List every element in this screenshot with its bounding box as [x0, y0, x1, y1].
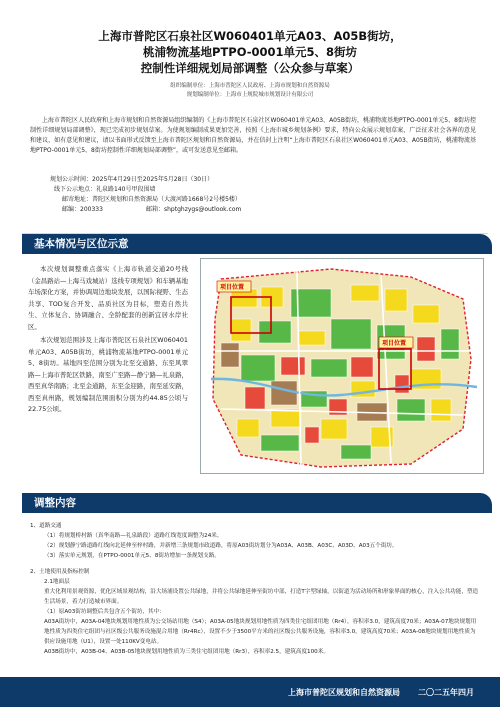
offline-location: 线下公示地点：礼泉路140号甲段围墙	[54, 186, 156, 193]
title-line-1: 上海市普陀区石泉社区W060401单元A03、A05B街坊，	[98, 29, 402, 43]
item-road-3: （3）落实单元规划，在PTPO-0001单元5、8街坊增加一条规划支路。	[44, 553, 220, 559]
organizer-line: 组织编制单位：上海市普陀区人民政府、上海市规划和自然资源局	[170, 83, 330, 89]
publicity-time: 规划公示时间：2025年4月29日至2025年5月28日（30日）	[50, 176, 214, 183]
item-ground-desc: 重大化利用景观资源，优化区域景观结构，沿大场浦设置公共绿地，并将公共绿地延伸至街坊中部，打造T字型绿轴，以街道为活动场所和形象界面的核心，注入公共功能，塑造生活场景，着力打造城市界面。	[44, 589, 479, 605]
basic-para-1: 本次规划调整重点落实《上海市轨道交通20号线（金昌路站—上海马戏城站）选线专项规划》和车辆基地车场深化方案，并协调周边地块发展，以国际视野、生态共享、TOD复合开发、品质社区为目标，塑造自然共生、立体复合、协调融合、全龄配套的创新宜居水岸社区。	[28, 265, 188, 331]
footer-date: 二〇二五年四月	[418, 688, 474, 697]
item-block-heading: （1）原A03街坊调整后共包含五个街坊，其中：	[44, 609, 165, 615]
section-heading-adjustment: 调整内容	[22, 493, 492, 513]
title-line-3: 控制性详细规划局部调整（公众参与草案）	[140, 61, 360, 75]
adjustment-content	[30, 521, 480, 657]
item-ground-level: 2.1地面层	[44, 579, 70, 585]
section-heading-basic: 基本情况与区位示意	[22, 234, 492, 254]
title-line-2: 桃浦物流基地PTPO-0001单元5、8街坊	[143, 45, 357, 59]
item-road-1: （1）将规划桥村路（真华南路—礼泉路段）道路红线宽度调整为24米。	[44, 533, 223, 539]
basic-info-text	[28, 264, 188, 418]
item-road-2: （2）规划静宁路道路红线向北延伸至梓村路，并新增三条规划市政道路，将原A03街坊划分为A03A、A03B、A03C、A03D、A03五个街坊。	[44, 543, 398, 549]
basic-para-2: 本次规划范围涉及上海市普陀区石泉社区W060401单元A03、A05B街坊，桃浦物流基地PTPO-0001单元5、8街坊。基地四至范围分别为北至交通路、东至风翠路—上海市普陀区铁路，南至广至路—静宁路—礼泉路，西至真华南路；北至金通路，东至金迎路，南至延安路，西至真州路，规划编制范围面积分别为约44.85公顷与22.75公顷。	[28, 336, 188, 413]
map-label-project-1: 项目位置	[220, 284, 245, 291]
page-title	[0, 28, 500, 76]
postcode: 邮编：200333	[62, 206, 103, 213]
intro-paragraph: 上海市普陀区人民政府和上海市规划和自然资源局组织编制的《上海市普陀区石泉社区W060401单元A03、A05B街坊，桃浦物流基地PTPO-0001单元5、8街坊控制性详细规划局部调整》，现已完成初步规划草案。为使规划编制成果更加完善，按照《上海市城乡规划条例》要求，特向公众展示规划草案，广泛征求社会各界的意见和建议，如有意见和建议，请以书面形式反馈至上海市普陀区规划和自然资源局，并在信封上注明“上海市普陀区石泉社区W060401单元A03、A05B街坊，桃浦物流基地PTPO-0001单元5、8街坊控制性详细规划局部调整”，或可发送意见至邮箱。	[30, 117, 476, 154]
mail-address: 邮寄地址：普陀区规划和自然资源局（大渡河路1668号2号楼5楼）	[62, 196, 241, 203]
item-road-heading: 1、道路交通	[30, 523, 62, 529]
organizer-info	[0, 82, 500, 100]
item-landuse-heading: 2、土地使用及指标控制	[30, 569, 90, 575]
item-block-a03b: A03B街坊中，A03B-04、A03B-05地块规划用地性质为三类住宅组团用地（Rr3），容积率2.5，建筑高度100米。	[44, 649, 329, 655]
item-block-a03a: A03A街坊中，A03A-04地块规划用地性质为公交场站用地（S4）；A03A-05地块规划用地性质为四类住宅组团用地（Rr4），容积率3.0，建筑高度70米；A03A-07地块规划用地性质为四类住宅组团与社区级公共服务设施混合用地（Rr4Rc），设置不少于3500平方米的社区级公共服务设施，容积率3.0，建筑高度70米；A03A-08地块规划用地性质为供应设施用地（U1），设置一处110KV变电站。	[44, 619, 477, 645]
footer-org: 上海市普陀区规划和自然资源局	[288, 688, 400, 697]
email-address[interactable]: 邮箱：shptghzygs@outlook.com	[146, 206, 242, 213]
designer-line: 规划编制单位：上海市上规院城市规划设计有限公司	[186, 92, 314, 98]
location-map	[200, 258, 484, 474]
footer-bar	[0, 677, 500, 707]
land-use-map-image	[201, 259, 484, 474]
map-label-project-2: 项目位置	[382, 340, 407, 347]
